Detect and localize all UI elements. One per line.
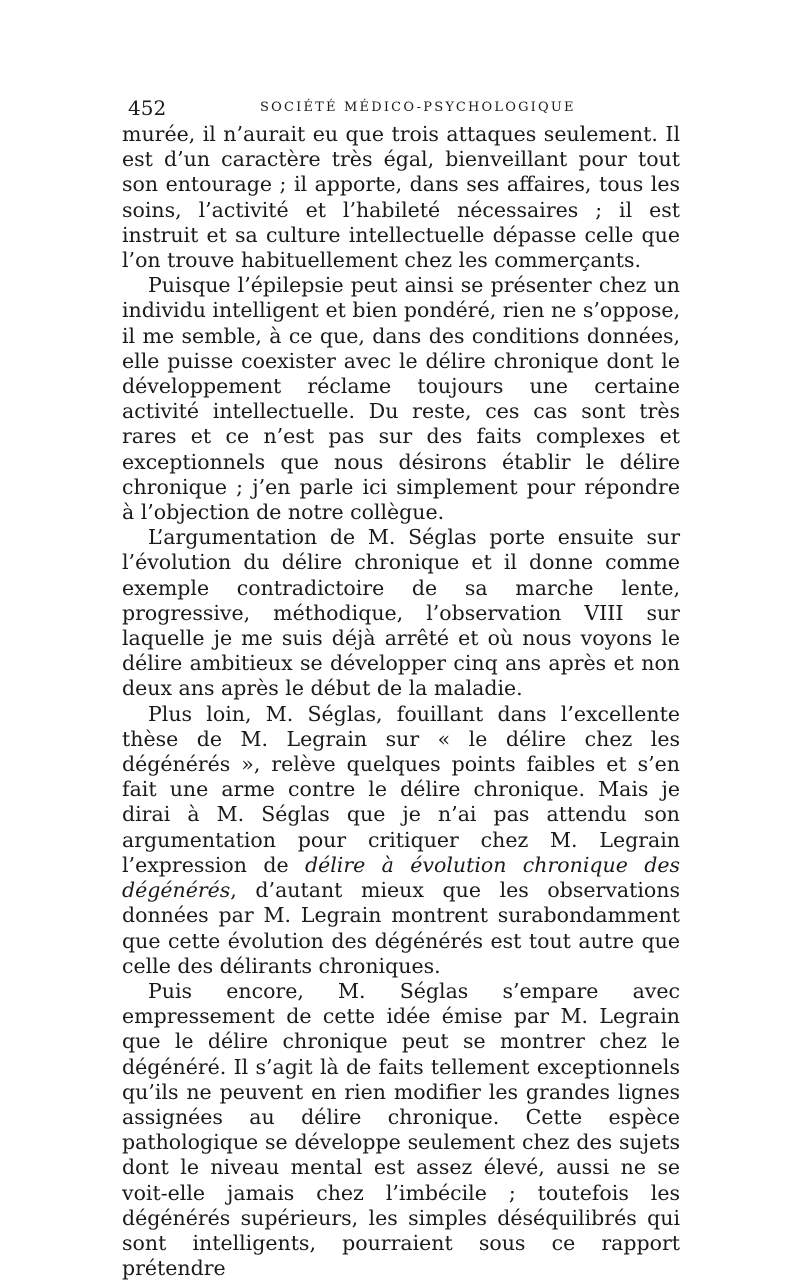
- paragraph-2: Puisque l’épilepsie peut ainsi se présenter chez un individu intelligent et bien pondéré, rien ne s’oppose, il me semble, à ce que, dans des conditions données, elle puisse coexister avec le délire chronique dont le développement réclame toujours une certaine activité intellectuelle. Du reste, ces cas sont très rares et ce n’est pas sur des faits complexes et exceptionnels que nous désirons établir le délire chronique ; j’en parle ici simplement pour répondre à l’objection de notre collègue.: [122, 273, 680, 525]
- running-head: [128, 96, 676, 120]
- body-text: [122, 122, 680, 1281]
- running-title: SOCIÉTÉ MÉDICO-PSYCHOLOGIQUE: [260, 100, 576, 115]
- paragraph-4: [122, 702, 680, 979]
- paragraph-4-text-after: , d’autant mieux que les observations données par M. Legrain montrent surabondamment que cette évolution des dégénérés est tout autre que celle des délirants chroniques.: [122, 878, 680, 978]
- paragraph-1: murée, il n’aurait eu que trois attaques seulement. Il est d’un caractère très égal, bienveillant pour tout son entourage ; il apporte, dans ses affaires, tous les soins, l’activité et l’habileté nécessaires ; il est instruit et sa culture intellectuelle dépasse celle que l’on trouve habituellement chez les commerçants.: [122, 122, 680, 273]
- italic-term: délire à évolution chronique des dégénérés: [122, 852, 681, 903]
- paragraph-4-text-before: Plus loin, M. Séglas, fouillant dans l’excellente thèse de M. Legrain sur « le délire chez les dégénérés », relève quelques points faibles et s’en fait une arme contre le délire chronique. Mais je dirai à M. Séglas que je n’ai pas attendu son argumentation pour critiquer chez M. Legrain l’expression de: [122, 701, 680, 877]
- paragraph-3: L’argumentation de M. Séglas porte ensuite sur l’évolution du délire chronique et il donne comme exemple contradictoire de sa marche lente, progressive, méthodique, l’observation VIII sur laquelle je me suis déjà arrêté et où nous voyons le délire ambitieux se développer cinq ans après et non deux ans après le début de la maladie.: [122, 525, 680, 701]
- page-number: 452: [128, 96, 167, 120]
- paragraph-5: Puis encore, M. Séglas s’empare avec empressement de cette idée émise par M. Legrain que le délire chronique peut se montrer chez le dégénéré. Il s’agit là de faits tellement exceptionnels qu’ils ne peuvent en rien modifier les grandes lignes assignées au délire chronique. Cette espèce pathologique se développe seulement chez des sujets dont le niveau mental est assez élevé, aussi ne se voit-elle jamais chez l’imbécile ; toutefois les dégénérés supérieurs, les simples déséquilibrés qui sont intelligents, pourraient sous ce rapport prétendre: [122, 978, 680, 1281]
